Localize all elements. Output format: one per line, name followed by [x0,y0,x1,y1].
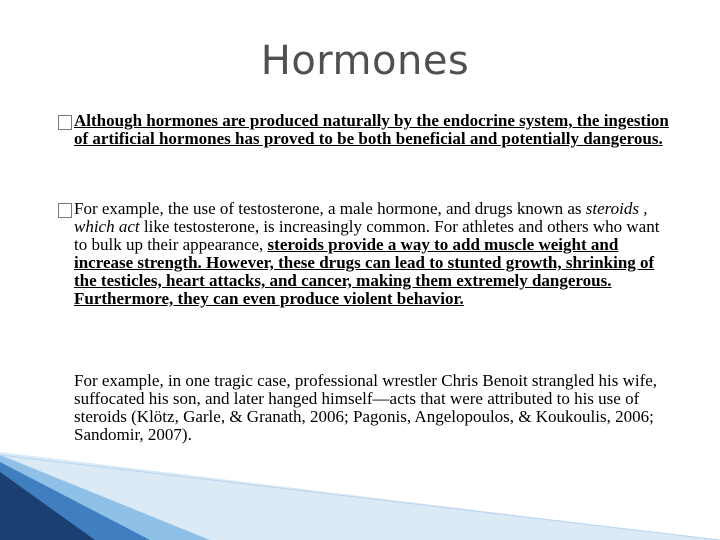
bullet-box-icon [58,203,72,218]
bullet-paragraph-1 [74,112,674,148]
slide-title: Hormones [260,38,470,84]
bullet-2-text-part-1: For example, the use of testosterone, a male hormone, and drugs known as [74,199,586,218]
bullet-2-italic-text: steroids , which act [74,199,648,236]
bullet-2-text-part-2: like testosterone, is increasingly common. For athletes and others who want to bulk up their appearance, [74,217,660,254]
continuation-paragraph: For example, in one tragic case, professional wrestler Chris Benoit strangled his wife, suffocated his son, and later hanged himself—acts that were attributed to his use of steroids (Klötz, Garle, & Granath, 2006; Pagonis, Angelopoulos, & Koukoulis, 2006; Sandomir, 2007). [74,371,658,444]
bullet-paragraph-2 [74,200,674,308]
bullet-box-icon [58,115,72,130]
bullet-1-text: Although hormones are produced naturally by the endocrine system, the ingestion of artificial hormones has proved to be both beneficial and potentially dangerous. [74,111,669,148]
bullet-2-bold-text: steroids provide a way to add muscle weight and increase strength. However, these drugs can lead to stunted growth, shrinking of the testicles, heart attacks, and cancer, making them extremely dangerous. Furthermore, they can even produce violent behavior. [74,235,655,308]
